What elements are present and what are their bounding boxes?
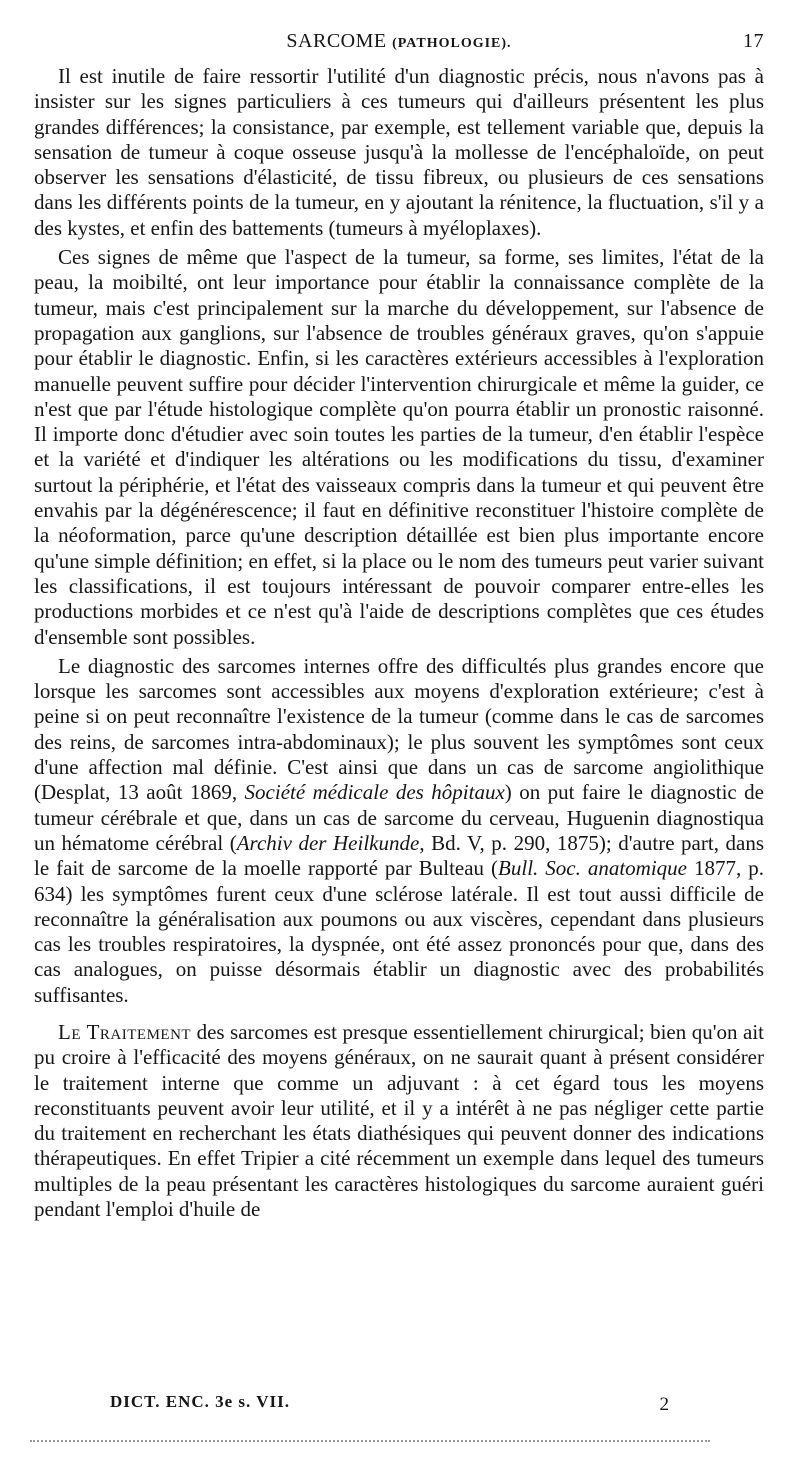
running-header [34, 30, 764, 62]
paragraph-4 [34, 1020, 764, 1222]
paragraph-3 [34, 654, 764, 1008]
citation-societe-medicale: Société médicale des hôpitaux [244, 780, 505, 805]
paragraph-3-text-d: 1877, p. 634) les symptômes furent ceux d'une sclérose latérale. Il est tout aussi difficile de reconnaître la généralisation aux poumons ou aux viscères, cependant dans plusieurs cas les troubles respiratoires, la dyspnée, ont été assez prononcés pour que, dans des cas analogues, on puisse désormais établir un diagnostic avec des probabilités suffisantes. [34, 856, 764, 1007]
paragraph-4-text: des sarcomes est presque essentiellement chirurgical; bien qu'on ait pu croire à l'efficacité des moyens généraux, on ne saurait quant à présent considérer le traitement interne que comme un adjuvant : à cet égard tous les moyens reconstituants peuvent avoir leur utilité, et il y a intérêt à ne pas négliger cette partie du traitement en recherchant les états diathésiques qui peuvent donner des indications thérapeutiques. En effet Tripier a cité récemment un exemple dans lequel des tumeurs multiples de la peau présentant les caractères histologiques du sarcome auraient guéri pendant l'emploi d'huile de [34, 1019, 764, 1222]
citation-archiv-heilkunde: Archiv der Heilkunde [236, 830, 420, 855]
running-title-main: SARCOME [286, 30, 387, 52]
paragraph-2: Ces signes de même que l'aspect de la tumeur, sa forme, ses limites, l'état de la peau, la moibilté, ont leur importance pour établir la connaissance complète de la tumeur, mais c'est principalement sur la marche du développement, sur l'absence de propagation aux ganglions, sur l'absence de troubles généraux graves, qu'on s'appuie pour établir le diagnostic. Enfin, si les caractères extérieurs accessibles à l'exploration manuelle peuvent suffire pour décider l'intervention chirurgicale et même la guider, ce n'est que par l'étude histologique complète qu'on pourra établir un pronostic raisonné. Il importe donc d'étudier avec soin toutes les parties de la tumeur, d'en établir l'espèce et la variété et d'indiquer les altérations ou les modifications du tissu, d'examiner surtout la périphérie, et l'état des vaisseaux compris dans la tumeur et qui peuvent être envahis par la dégénérescence; il faut en définitive reconstituer l'histoire complète de la néoformation, parce qu'une description détaillée est bien plus importante encore qu'une simple définition; en effet, si la place ou le nom des tumeurs peut varier suivant les classifications, il est toujours intéressant de pouvoir comparer entre-elles les productions morbides et ce n'est qu'à l'aide de descriptions complètes que ces études d'ensemble sont possibles. [34, 245, 764, 649]
signature-mark: 2 [659, 1394, 670, 1415]
paragraph-3-text-a: Le diagnostic des sarcomes internes offre des difficultés plus grandes encore que lorsque les sarcomes sont accessibles aux moyens d'exploration extérieure; c'est à peine si on peut reconnaître l'existence de la tumeur (comme dans le cas de sarcomes des reins, de sarcomes intra-abdominaux); le plus souvent les symptômes sont ceux d'une affection mal définie. C'est ainsi que dans un cas de sarcome angiolithique (Desplat, 13 août 1869, [34, 653, 764, 805]
citation-bull-soc-anatomique: Bull. Soc. anatomique [498, 856, 688, 881]
footer-reference: DICT. ENC. 3e s. VII. [110, 1392, 291, 1411]
paragraph-1: Il est inutile de faire ressortir l'utilité d'un diagnostic précis, nous n'avons pas à insister sur les signes particuliers à ces tumeurs qui d'ailleurs présentent les plus grandes différences; la consistance, par exemple, est tellement variable que, depuis la sensation de tumeur à coque osseuse jusqu'à la mollesse de l'encéphaloïde, on peut observer les sensations d'élasticité, de tissu fibreux, ou plusieurs de ces sensations dans les différents points de la tumeur, en y ajoutant la rénitence, la fluctuation, s'il y a des kystes, et enfin des battements (tumeurs à myéloplaxes). [34, 64, 764, 240]
section-heading-traitement: Le Traitement [58, 1019, 192, 1044]
body-text [34, 64, 764, 1226]
paragraph-3-text-c: , Bd. V, p. 290, 1875); d'autre part, dans le fait de sarcome de la moelle rapporté par Bulteau ( [34, 830, 764, 881]
bottom-dotted-rule [30, 1440, 710, 1442]
paragraph-3-text-b: ) on put faire le diagnostic de tumeur cérébrale et que, dans un cas de sarcome du cerveau, Huguenin diagnostiqua un hématome cérébral ( [34, 780, 764, 855]
running-title [34, 30, 764, 53]
page-number: 17 [743, 30, 764, 52]
page-footer [110, 1392, 670, 1415]
running-title-sub: (PATHOLOGIE). [392, 36, 512, 51]
